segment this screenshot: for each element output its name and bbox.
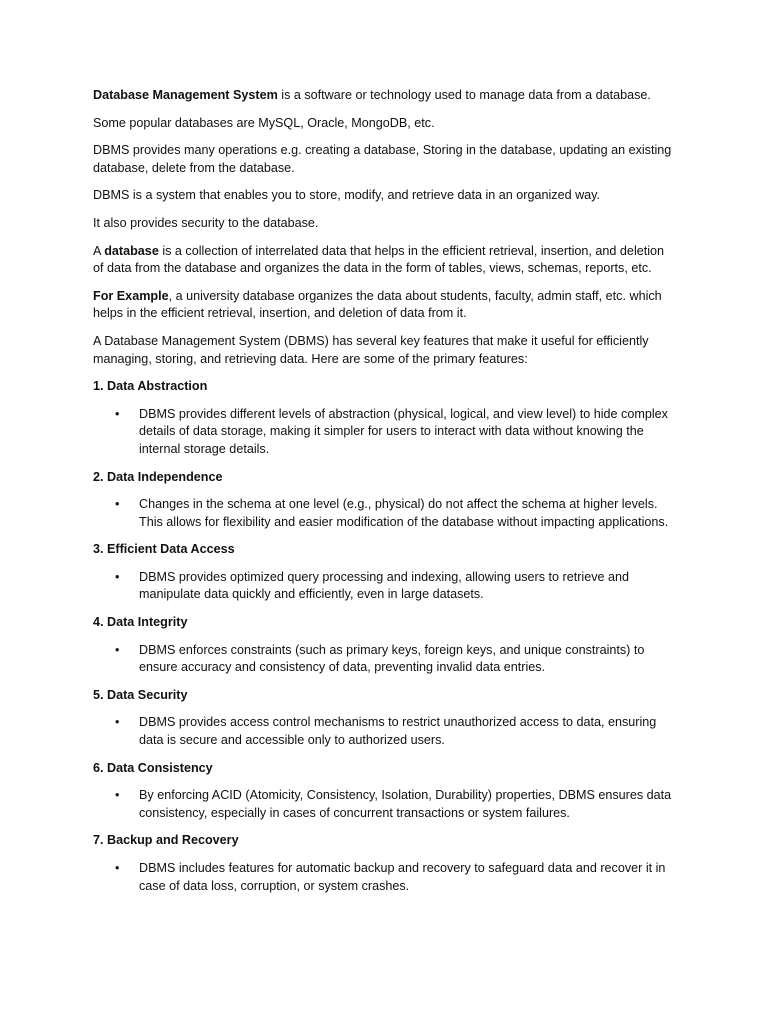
bullet-marker: • (115, 497, 120, 512)
list-item (93, 642, 676, 677)
feature-description: DBMS provides optimized query processing and indexing, allowing users to retrieve and manipulate data quickly and efficiently, even in large datasets. (139, 569, 630, 602)
feature-section (93, 541, 676, 604)
intro-paragraph-4: DBMS is a system that enables you to store, modify, and retrieve data in an organized way. (93, 188, 601, 203)
feature-bullet-list (93, 787, 676, 822)
feature-description: By enforcing ACID (Atomicity, Consistency, Isolation, Durability) properties, DBMS ensures data consistency, especially in cases of concurrent transactions or system failures. (139, 788, 672, 820)
bullet-marker: • (115, 715, 120, 730)
intro-paragraph-6-pre: A (93, 243, 105, 258)
list-item (93, 714, 676, 749)
intro-paragraph-6 (93, 243, 676, 278)
bullet-marker: • (115, 642, 120, 657)
feature-heading: 7. Backup and Recovery (93, 833, 239, 848)
bullet-marker: • (115, 406, 120, 421)
term-database: database (104, 243, 159, 258)
feature-heading: 5. Data Security (93, 687, 188, 702)
intro-paragraph-5: It also provides security to the database. (93, 215, 319, 230)
bullet-marker: • (115, 861, 120, 875)
feature-description: DBMS provides different levels of abstraction (physical, logical, and view level) to hide complex details of data storage, making it simpler for users to interact with data without knowing the internal storage details. (139, 406, 668, 456)
intro-paragraph-1-text: is a software or technology used to manage data from a database. (277, 88, 651, 102)
intro-paragraph-3: DBMS provides many operations e.g. creating a database, Storing in the database, updating an existing database, delete from the database. (93, 143, 672, 175)
list-item (93, 569, 676, 604)
feature-description: DBMS enforces constraints (such as primary keys, foreign keys, and unique constraints) to ensure accuracy and consistency of data, preventing invalid data entries. (139, 642, 645, 675)
intro-paragraph-6-text: is a collection of interrelated data that helps in the efficient retrieval, insertion, and deletion of data from the database and organizes the data in the form of tables, views, schemas, reports, etc. (93, 243, 665, 276)
list-item (93, 496, 676, 531)
list-item (93, 787, 676, 822)
feature-bullet-list (93, 642, 676, 677)
list-item (93, 406, 676, 459)
feature-bullet-list (93, 860, 676, 895)
feature-heading: 6. Data Consistency (93, 760, 213, 775)
intro-paragraph-1 (93, 87, 676, 105)
intro-paragraph-2: Some popular databases are MySQL, Oracle, MongoDB, etc. (93, 115, 435, 130)
feature-heading: 4. Data Integrity (93, 615, 188, 630)
feature-bullet-list (93, 714, 676, 749)
feature-section (93, 614, 676, 677)
feature-section (93, 687, 676, 750)
list-item (93, 860, 676, 895)
feature-section (93, 832, 676, 895)
feature-description: DBMS provides access control mechanisms to restrict unauthorized access to data, ensuring data is secure and accessible only to authorized users. (139, 715, 657, 748)
feature-bullet-list (93, 496, 676, 531)
feature-section (93, 378, 676, 458)
bullet-marker: • (115, 788, 120, 803)
feature-bullet-list (93, 406, 676, 459)
term-for-example: For Example (93, 288, 169, 303)
feature-section (93, 469, 676, 532)
intro-paragraph-7-text: , a university database organizes the data about students, faculty, admin staff, etc. which helps in the efficient retrieval, insertion, and deletion of data from it. (93, 288, 662, 321)
feature-heading: 2. Data Independence (93, 469, 223, 484)
term-dbms: Database Management System (93, 88, 278, 102)
features-list (93, 378, 676, 895)
bullet-marker: • (115, 569, 120, 584)
feature-heading: 1. Data Abstraction (93, 379, 208, 394)
intro-paragraph-7 (93, 288, 676, 323)
feature-heading: 3. Efficient Data Access (93, 542, 235, 557)
feature-description: Changes in the schema at one level (e.g., physical) do not affect the schema at higher levels. This allows for flexibility and easier modification of the database without impacting applications. (139, 497, 669, 529)
feature-section (93, 760, 676, 823)
feature-bullet-list (93, 569, 676, 604)
intro-paragraph-8: A Database Management System (DBMS) has several key features that make it useful for efficiently managing, storing, and retrieving data. Here are some of the primary features: (93, 333, 649, 366)
feature-description: DBMS includes features for automatic backup and recovery to safeguard data and recover it in case of data loss, corruption, or system crashes. (139, 861, 666, 893)
